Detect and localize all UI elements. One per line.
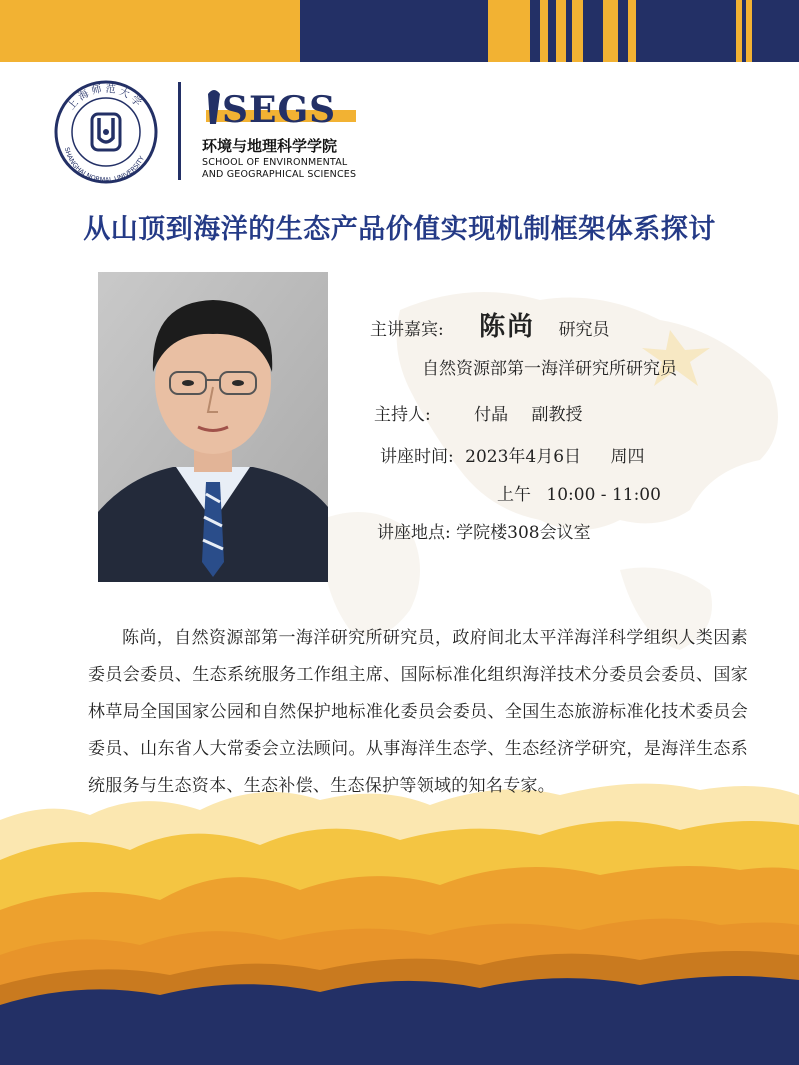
speaker-title: 研究员 (558, 320, 610, 340)
time-row (380, 442, 644, 467)
university-seal-logo (54, 80, 158, 184)
svg-text:上 海 师 范 大 学: 上 海 师 范 大 学 (65, 83, 144, 113)
host-title: 副教授 (531, 405, 583, 425)
school-name-en (202, 157, 356, 181)
svg-text:SEGS: SEGS (222, 89, 337, 131)
time-range-row (497, 480, 661, 505)
time-date: 2023年4月6日 (465, 447, 582, 467)
host-row (374, 400, 583, 425)
time-label: 讲座时间: (380, 447, 454, 467)
venue-row (377, 518, 591, 543)
logo-divider (178, 82, 181, 180)
school-name-cn: 环境与地理科学学院 (202, 137, 338, 155)
school-name-en-line1: SCHOOL OF ENVIRONMENTAL (202, 157, 348, 168)
school-name-en-line2: AND GEOGRAPHICAL SCIENCES (202, 169, 357, 180)
venue-value: 学院楼308会议室 (456, 523, 591, 543)
time-range: 10:00 - 11:00 (546, 485, 661, 505)
header-logos (54, 80, 374, 190)
speaker-row (370, 306, 610, 343)
time-period: 上午 (497, 485, 531, 505)
lecture-title: 从山顶到海洋的生态产品价值实现机制框架体系探讨 (83, 214, 716, 245)
speaker-bio: 陈尚，自然资源部第一海洋研究所研究员，政府间北太平洋海洋科学组织人类因素委员会委员、生态系统服务工作组主席、国际标准化组织海洋技术分委员会委员、国家林草局全国国家公园和自然保护地标准化委员会委员、全国生态旅游标准化技术委员会委员、山东省人大常委会立法顾问。从事海洋生态学、生态经济学研究，是海洋生态系统服务与生态资本、生态补偿、生态保护等领域的知名专家。 (88, 628, 748, 796)
segs-logo (202, 84, 362, 132)
speaker-photo (98, 272, 328, 582)
speaker-name: 陈尚 (479, 312, 536, 342)
host-label: 主持人: (374, 405, 431, 425)
speaker-label: 主讲嘉宾: (370, 320, 444, 340)
speaker-affiliation: 自然资源部第一海洋研究所研究员 (422, 359, 677, 379)
mountain-decoration (0, 760, 799, 1065)
venue-label: 讲座地点: (377, 523, 451, 543)
top-decorative-bar (0, 0, 799, 62)
svg-text:SHANGHAI NORMAL UNIVERSITY: SHANGHAI NORMAL UNIVERSITY (62, 146, 146, 184)
host-name: 付晶 (474, 405, 509, 425)
time-weekday: 周四 (610, 447, 645, 467)
